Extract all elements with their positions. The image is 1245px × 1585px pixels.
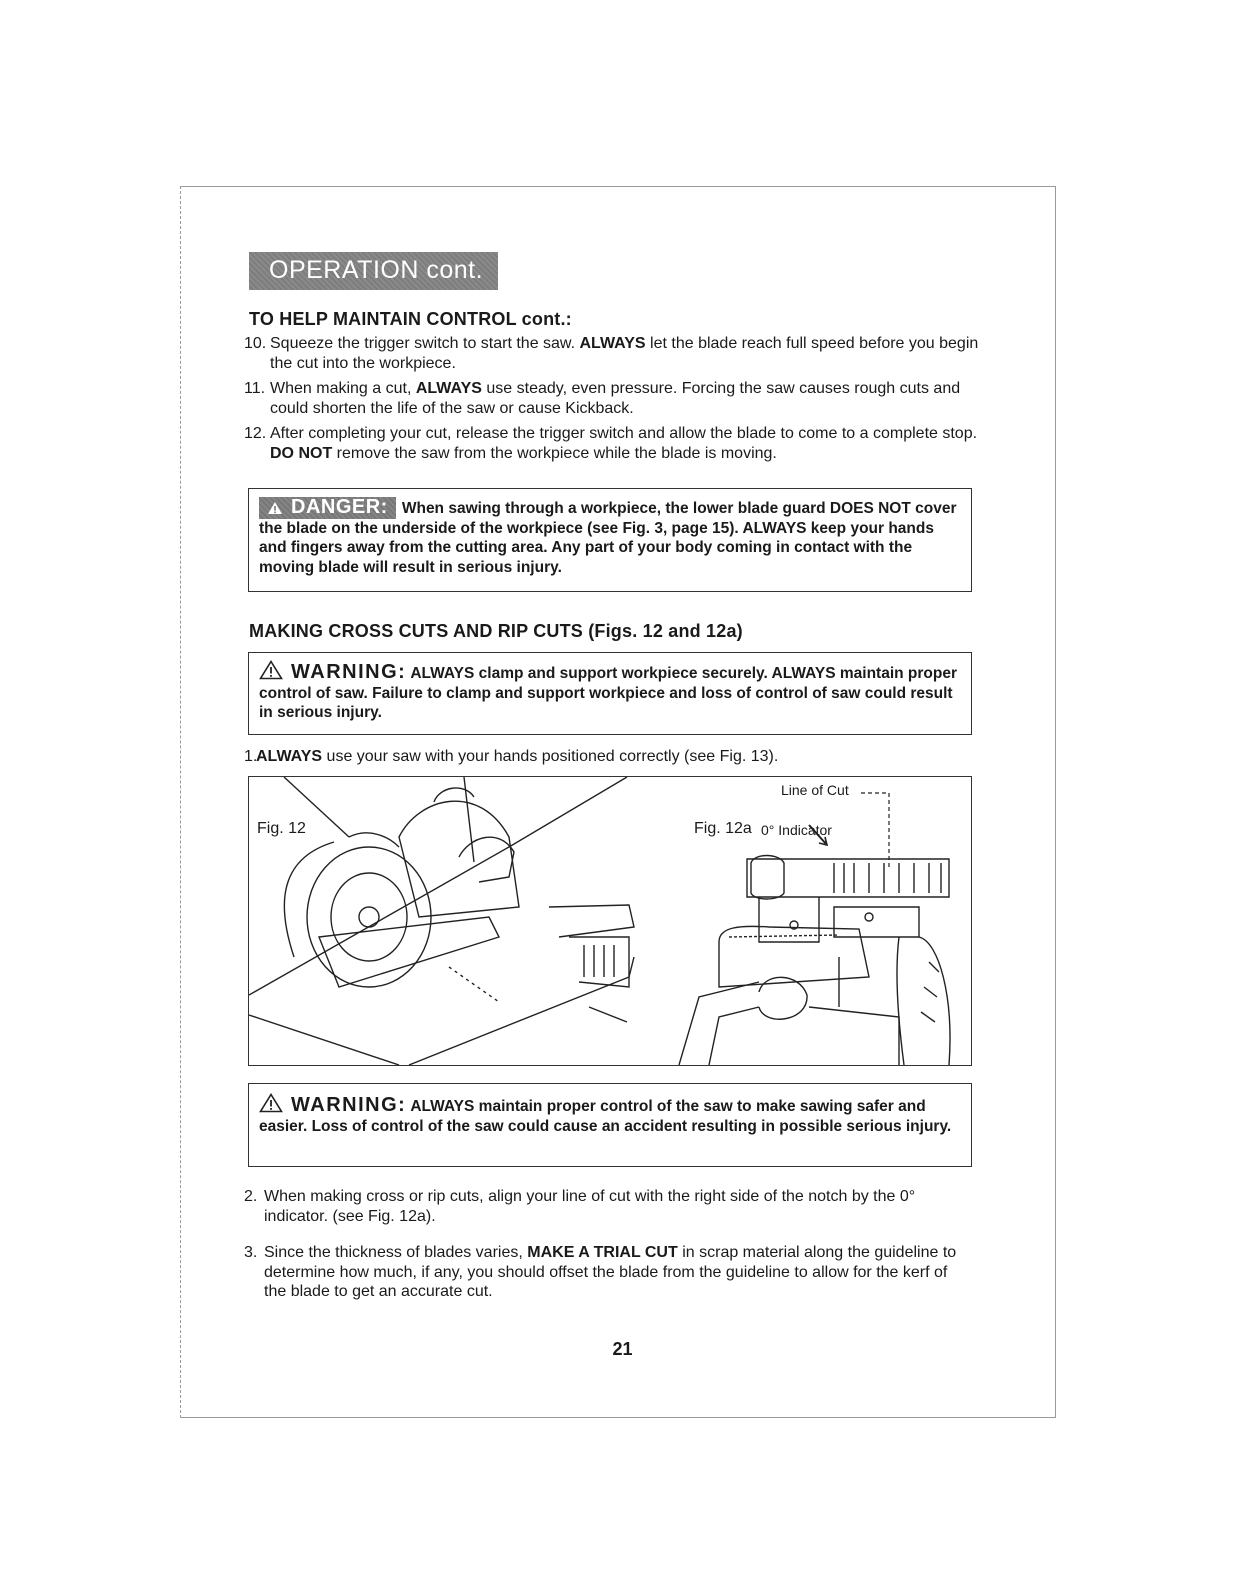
danger-tag-label: DANGER: — [291, 496, 388, 518]
item-text: use steady, even pressure. Forcing the saw causes rough cuts and could shorten the life of the saw or cause Kickback. — [270, 380, 961, 417]
item-number: 11. — [244, 380, 266, 397]
list-item — [244, 1243, 964, 1302]
line-of-cut-label: Line of Cut — [781, 782, 849, 798]
warning-triangle-icon — [267, 501, 283, 515]
fig12-label: Fig. 12 — [257, 820, 306, 837]
fig12-illustration — [249, 777, 689, 1065]
item-number: 10. — [244, 335, 267, 352]
section-title-maintain-control: TO HELP MAINTAIN CONTROL cont.: — [249, 309, 572, 329]
item-number: 3. — [244, 1244, 258, 1261]
item-emphasis: ALWAYS — [415, 380, 482, 397]
warning-text: ALWAYS clamp and support workpiece securely. ALWAYS maintain proper control of saw. Failure to clamp and support workpiece and loss of control of saw could result in serious injury. — [259, 665, 957, 721]
item-emphasis: ALWAYS — [579, 335, 646, 352]
item-number: 2. — [244, 1188, 258, 1205]
list-item — [244, 334, 984, 373]
warning-triangle-icon — [259, 660, 283, 680]
item-number: 12. — [244, 425, 267, 442]
line-of-cut-leader — [861, 783, 901, 873]
warning-text: ALWAYS maintain proper control of the saw to make sawing safer and easier. Loss of control of the saw could cause an accident resulting in possible serious injury. — [259, 1098, 952, 1135]
zero-indicator-label: 0° Indicator — [761, 822, 832, 838]
item-text: After completing your cut, release the trigger switch and allow the blade to come to a complete stop. — [270, 425, 978, 442]
warning-word: WARNING: — [291, 1094, 407, 1116]
warning-word: WARNING: — [291, 661, 407, 683]
list-item — [244, 1187, 944, 1226]
item-text: use your saw with your hands positioned correctly (see Fig. 13). — [322, 748, 779, 765]
section-title-cross-rip-cuts: MAKING CROSS CUTS AND RIP CUTS (Figs. 12 and 12a) — [249, 621, 743, 641]
page-number: 21 — [612, 1339, 633, 1359]
list-item — [244, 424, 984, 463]
item-number: 1. — [244, 748, 258, 765]
item-text: let the blade reach full speed before you begin the cut into the workpiece. — [270, 335, 979, 372]
item-text: Since the thickness of blades varies, — [264, 1244, 528, 1261]
figure-panel — [248, 776, 972, 1066]
list-item — [244, 379, 984, 418]
item-text: When making a cut, — [270, 380, 416, 397]
item-emphasis: DO NOT — [270, 444, 333, 462]
warning-box-control — [248, 1083, 972, 1167]
item-text: When making cross or rip cuts, align your line of cut with the right side of the notch by the 0° indicator. (see Fig. 12a). — [264, 1188, 916, 1225]
item-text: in scrap material along the guideline to determine how much, if any, you should offset the blade from the guideline to allow for the kerf of the blade to get an accurate cut. — [264, 1244, 957, 1300]
danger-text: When sawing through a workpiece, the lower blade guard DOES NOT cover the blade on the underside of the workpiece (see Fig. 3, page 15). ALWAYS keep your hands and fingers away from the cutting area. Any part of your body coming in contact with the moving blade will result in serious injury. — [259, 500, 957, 576]
item-emphasis: ALWAYS — [256, 748, 323, 765]
section-header-band — [249, 252, 498, 290]
item-text: Squeeze the trigger switch to start the saw. — [270, 335, 580, 352]
list-item — [244, 747, 984, 767]
section-header-label: OPERATION cont. — [269, 256, 484, 284]
item-emphasis: MAKE A TRIAL CUT — [527, 1244, 678, 1261]
danger-tag — [259, 497, 396, 519]
fig12a-label: Fig. 12a — [694, 820, 752, 837]
danger-box — [248, 488, 972, 592]
item-text: remove the saw from the workpiece while the blade is moving. — [332, 444, 777, 462]
warning-triangle-icon — [259, 1093, 283, 1113]
warning-box-clamp — [248, 652, 972, 735]
